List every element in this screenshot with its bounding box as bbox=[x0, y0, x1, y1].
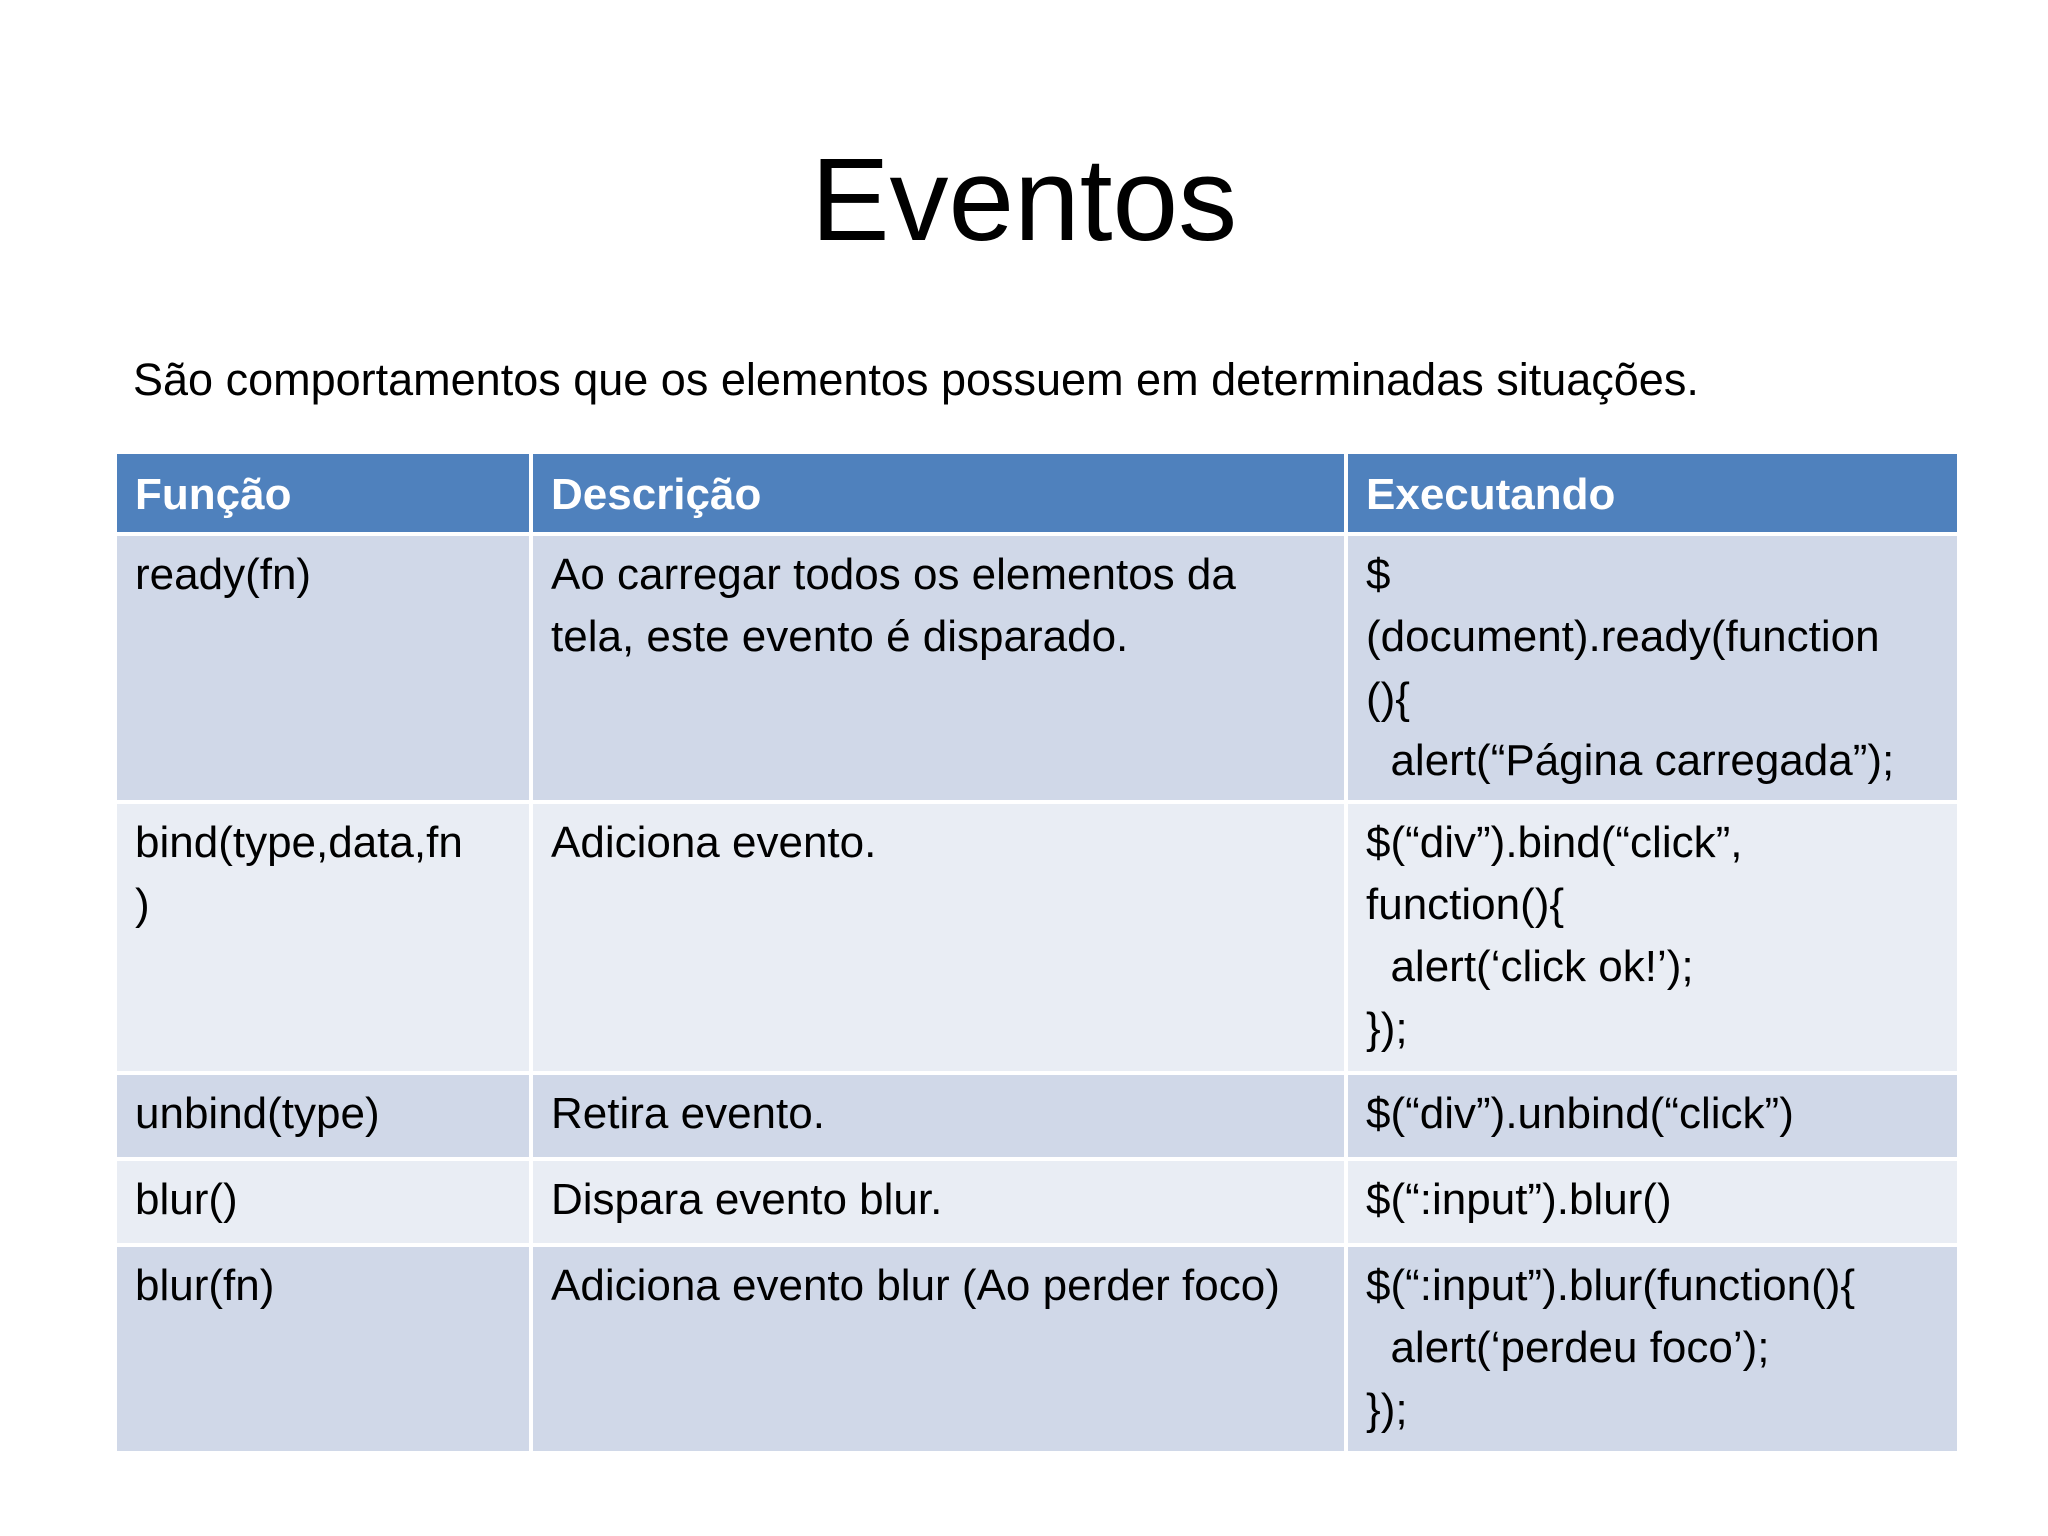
cell-executando: $ (document).ready(function (){ alert(“Página carregada”); bbox=[1346, 534, 1959, 802]
cell-descricao: Adiciona evento. bbox=[531, 802, 1346, 1073]
table-row bbox=[115, 1159, 1959, 1245]
header-funcao: Função bbox=[115, 452, 531, 534]
table-row bbox=[115, 1245, 1959, 1453]
cell-descricao: Ao carregar todos os elementos da tela, este evento é disparado. bbox=[531, 534, 1346, 802]
cell-executando: $(“div”).unbind(“click”) bbox=[1346, 1073, 1959, 1159]
header-descricao: Descrição bbox=[531, 452, 1346, 534]
slide-title: Eventos bbox=[810, 134, 1238, 266]
cell-funcao: ready(fn) bbox=[115, 534, 531, 802]
cell-executando: $(“div”).bind(“click”, function(){ alert(‘click ok!’); }); bbox=[1346, 802, 1959, 1073]
cell-executando: $(“:input”).blur() bbox=[1346, 1159, 1959, 1245]
table-row bbox=[115, 534, 1959, 802]
cell-funcao: blur(fn) bbox=[115, 1245, 531, 1453]
table-header-row bbox=[115, 452, 1959, 534]
cell-funcao: blur() bbox=[115, 1159, 531, 1245]
header-executando: Executando bbox=[1346, 452, 1959, 534]
cell-descricao: Dispara evento blur. bbox=[531, 1159, 1346, 1245]
cell-descricao: Retira evento. bbox=[531, 1073, 1346, 1159]
cell-funcao: unbind(type) bbox=[115, 1073, 531, 1159]
table-row bbox=[115, 802, 1959, 1073]
cell-descricao: Adiciona evento blur (Ao perder foco) bbox=[531, 1245, 1346, 1453]
slide-subtitle: São comportamentos que os elementos possuem em determinadas situações. bbox=[133, 354, 1699, 405]
table-row bbox=[115, 1073, 1959, 1159]
cell-executando: $(“:input”).blur(function(){ alert(‘perdeu foco’); }); bbox=[1346, 1245, 1959, 1453]
cell-funcao: bind(type,data,fn ) bbox=[115, 802, 531, 1073]
events-table bbox=[113, 450, 1961, 1455]
